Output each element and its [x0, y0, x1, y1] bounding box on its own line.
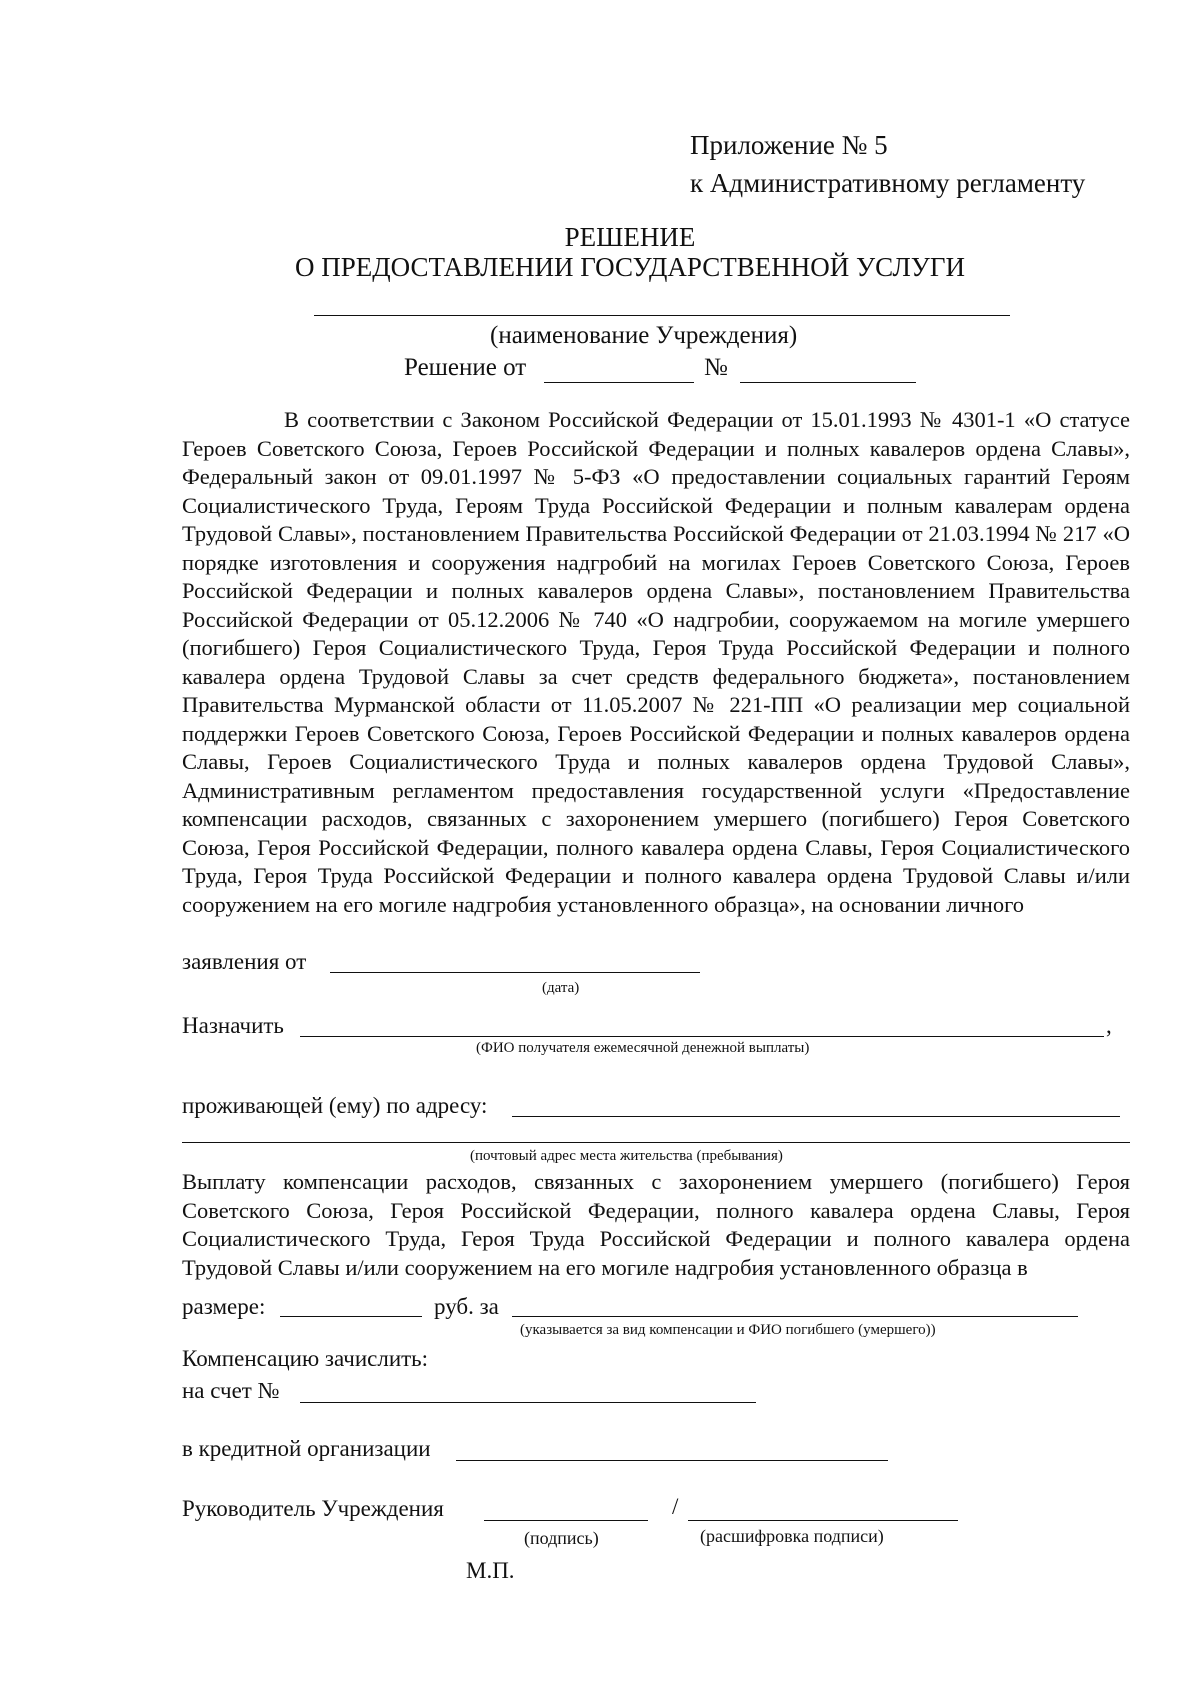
decision-date-field[interactable] — [544, 382, 694, 383]
compensation-type-field[interactable] — [512, 1316, 1078, 1317]
recipient-name-field[interactable] — [300, 1036, 1104, 1037]
legal-basis-text: В соответствии с Законом Российской Федерации от 15.01.1993 № 4301-1 «О статусе Героев Советского Союза, Героев Российской Федерации и полных кавалеров ордена Славы», Федеральный закон от 09.01.1997 № 5-ФЗ «О предоставлении социальных гарантий Героям Социалистического Труда, Героям Труда Российской Федерации и полным кавалерам ордена Трудовой Славы», постановлением Правительства Российской Федерации от 21.03.1994 № 217 «О порядке изготовления и сооружения надгробий на могилах Героев Советского Союза, Героев Российской Федерации и полных кавалеров ордена Славы», постановлением Правительства Российской Федерации от 05.12.2006 № 740 «О надгробии, сооружаемом на могиле умершего (погибшего) Героя Социалистического Труда, Героя Труда Российской Федерации и полного кавалера ордена Трудовой Славы за счет средств федерального бюджета», постановлением Правительства Мурманской области от 11.05.2007 № 221-ПП «О реализации мер социальной поддержки Героев Советского Союза, Героев Российской Федерации и полных кавалеров ордена Славы, Героев Социалистического Труда и полных кавалеров ордена Трудовой Славы», Административным регламентом предоставления государственной услуги «Предоставление компенсации расходов, связанных с захоронением умершего (погибшего) Героя Советского Союза, Героя Российской Федерации, полного кавалера ордена Славы, Героя Социалистического Труда, Героя Труда Российской Федерации и полного кавалера ордена Трудовой Славы и/или сооружением на его могиле надгробия установленного образца», на основании личного — [182, 407, 1130, 917]
annex-block — [690, 126, 1085, 202]
document-title: РЕШЕНИЕ — [564, 222, 696, 252]
amount-field[interactable] — [280, 1316, 422, 1317]
annex-line-2: к Административному регламенту — [690, 168, 1086, 198]
annex-line-1: Приложение № 5 — [690, 130, 888, 160]
bank-label: в кредитной организации — [182, 1436, 431, 1461]
signature-field[interactable] — [484, 1520, 648, 1521]
legal-basis-paragraph — [182, 406, 1130, 919]
application-date-caption: (дата) — [542, 980, 580, 996]
signature-separator: / — [672, 1494, 679, 1519]
address-field-line-1[interactable] — [512, 1116, 1120, 1117]
institution-caption: (наименование Учреждения) — [490, 322, 798, 349]
amount-label: размере: — [182, 1294, 266, 1319]
signature-label: Руководитель Учреждения — [182, 1496, 444, 1521]
decision-date-label: Решение от — [404, 354, 527, 381]
payment-paragraph: Выплату компенсации расходов, связанных с захоронением умершего (погибшего) Героя Советского Союза, Героя Российской Федерации, полного кавалера ордена Славы, Героя Социалистического Труда, Героя Труда Российской Федерации и полного кавалера ордена Трудовой Славы и/или сооружением на его могиле надгробия установленного образца в — [182, 1169, 1130, 1281]
decision-number-field[interactable] — [740, 382, 916, 383]
application-date-field[interactable] — [330, 972, 700, 973]
address-caption: (почтовый адрес места жительства (пребывания) — [470, 1148, 783, 1164]
bank-name-field[interactable] — [456, 1460, 888, 1461]
compensation-type-caption: (указывается за вид компенсации и ФИО погибшего (умершего)) — [520, 1322, 936, 1338]
account-number-field[interactable] — [300, 1402, 756, 1403]
assign-label: Назначить — [182, 1013, 284, 1038]
recipient-name-caption: (ФИО получателя ежемесячной денежной выплаты) — [476, 1040, 810, 1056]
document-subtitle: О ПРЕДОСТАВЛЕНИИ ГОСУДАРСТВЕННОЙ УСЛУГИ — [295, 252, 965, 282]
credit-label: Компенсацию зачислить: — [182, 1346, 429, 1371]
institution-name-field[interactable] — [314, 315, 1010, 316]
signature-decode-field[interactable] — [688, 1520, 958, 1521]
amount-currency-label: руб. за — [434, 1294, 499, 1319]
stamp-placeholder: М.П. — [466, 1558, 515, 1583]
assign-comma: , — [1106, 1013, 1112, 1038]
signature-caption: (подпись) — [524, 1528, 599, 1548]
signature-decode-caption: (расшифровка подписи) — [700, 1526, 884, 1546]
address-field-line-2[interactable] — [182, 1142, 1130, 1143]
application-date-label: заявления от — [182, 949, 307, 974]
address-label: проживающей (ему) по адресу: — [182, 1093, 488, 1118]
account-label: на счет № — [182, 1378, 280, 1403]
decision-number-sign: № — [704, 354, 728, 381]
